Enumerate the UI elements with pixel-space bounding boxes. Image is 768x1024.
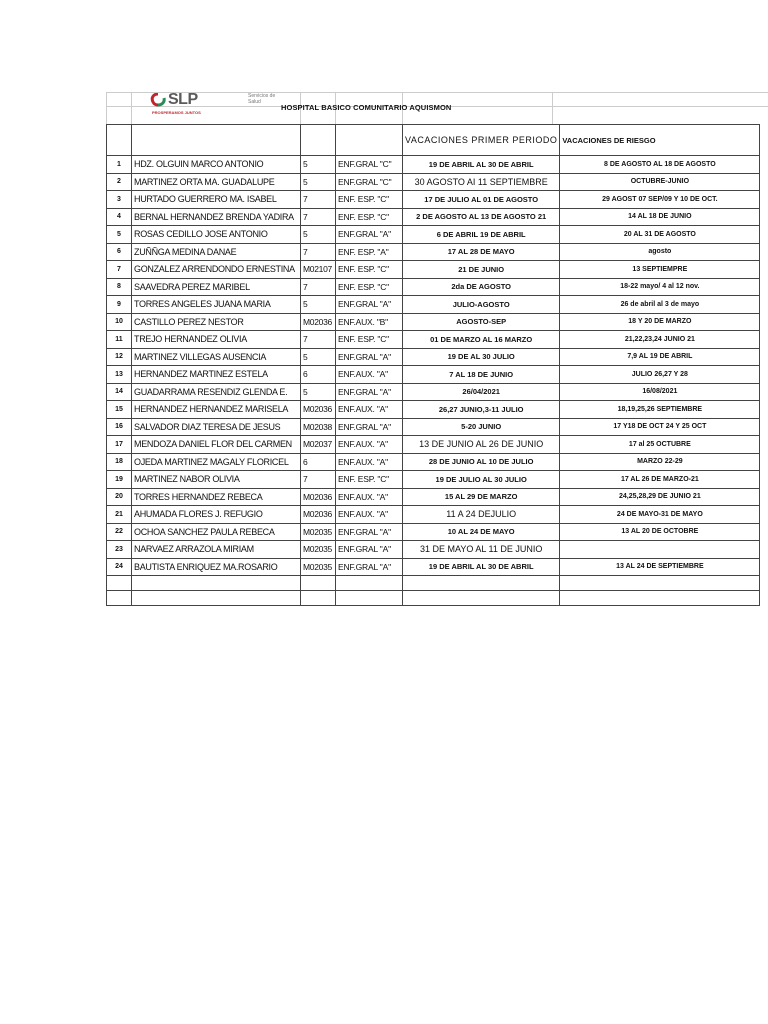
vacation-risk: 16/08/2021	[560, 383, 760, 401]
employee-code: M02035	[301, 541, 336, 559]
vacation-risk: 18 Y 20 DE MARZO	[560, 313, 760, 331]
empty-cell	[132, 591, 301, 606]
employee-category: ENF. ESP. "C"	[336, 208, 403, 226]
table-row	[107, 261, 760, 279]
employee-category: ENF. ESP. "C"	[336, 278, 403, 296]
table-row	[107, 278, 760, 296]
employee-category: ENF.GRAL "A"	[336, 226, 403, 244]
employee-code: M02036	[301, 313, 336, 331]
empty-cell	[336, 591, 403, 606]
employee-name: BAUTISTA ENRIQUEZ MA.ROSARIO	[132, 558, 301, 576]
employee-name: TORRES ANGELES JUANA MARIA	[132, 296, 301, 314]
vacation-risk: 17 AL 26 DE MARZO-21	[560, 471, 760, 489]
employee-category: ENF. ESP. "C"	[336, 471, 403, 489]
row-number: 19	[107, 471, 132, 489]
vacation-first-period: JULIO-AGOSTO	[403, 296, 560, 314]
employee-category: ENF. ESP. "C"	[336, 331, 403, 349]
row-number: 7	[107, 261, 132, 279]
row-number: 3	[107, 191, 132, 209]
employee-code: 7	[301, 243, 336, 261]
empty-cell	[336, 576, 403, 591]
employee-code: M02036	[301, 488, 336, 506]
header-cell-blank	[336, 125, 403, 156]
vacation-table	[106, 124, 760, 606]
vacation-risk: agosto	[560, 243, 760, 261]
vacation-first-period: 13 DE JUNIO AL 26 DE JUNIO	[403, 436, 560, 454]
empty-cell	[132, 576, 301, 591]
vacation-risk: 13 AL 20 DE OCTOBRE	[560, 523, 760, 541]
table-row	[107, 313, 760, 331]
employee-category: ENF.AUX. "A"	[336, 488, 403, 506]
vacation-risk: 17 Y18 DE OCT 24 Y 25 OCT	[560, 418, 760, 436]
employee-category: ENF.GRAL "A"	[336, 541, 403, 559]
employee-category: ENF.GRAL "A"	[336, 418, 403, 436]
employee-code: 7	[301, 191, 336, 209]
row-number: 4	[107, 208, 132, 226]
table-row	[107, 156, 760, 174]
employee-code: 5	[301, 383, 336, 401]
employee-code: M02035	[301, 523, 336, 541]
employee-category: ENF. ESP. "C"	[336, 191, 403, 209]
employee-name: NARVAEZ ARRAZOLA MIRIAM	[132, 541, 301, 559]
empty-cell	[403, 576, 560, 591]
table-row	[107, 506, 760, 524]
employee-code: 6	[301, 453, 336, 471]
employee-code: 5	[301, 226, 336, 244]
empty-cell	[107, 591, 132, 606]
employee-name: OJEDA MARTINEZ MAGALY FLORICEL	[132, 453, 301, 471]
employee-name: ZUÑÑGA MEDINA DANAE	[132, 243, 301, 261]
employee-name: MARTINEZ ORTA MA. GUADALUPE	[132, 173, 301, 191]
employee-name: TORRES HERNANDEZ REBECA	[132, 488, 301, 506]
vacation-first-period: 21 DE JUNIO	[403, 261, 560, 279]
table-row	[107, 191, 760, 209]
vacation-first-period: 2da DE AGOSTO	[403, 278, 560, 296]
employee-code: M02036	[301, 401, 336, 419]
table-row	[107, 226, 760, 244]
empty-cell	[560, 576, 760, 591]
vacation-risk: 14 AL 18 DE JUNIO	[560, 208, 760, 226]
employee-name: HERNANDEZ HERNANDEZ MARISELA	[132, 401, 301, 419]
row-number: 23	[107, 541, 132, 559]
vacation-risk: 7,9 AL 19 DE ABRIL	[560, 348, 760, 366]
logo-mark-icon	[150, 93, 166, 109]
employee-code: 7	[301, 208, 336, 226]
header-vacaciones-primer-periodo: VACACIONES PRIMER PERIODO	[403, 125, 560, 156]
row-number: 13	[107, 366, 132, 384]
vacation-risk: 26 de abril al 3 de mayo	[560, 296, 760, 314]
row-number: 24	[107, 558, 132, 576]
table-row	[107, 541, 760, 559]
vacation-first-period: 10 AL 24 DE MAYO	[403, 523, 560, 541]
vacation-risk: 29 AGOST 07 SEP/09 Y 10 DE OCT.	[560, 191, 760, 209]
employee-code: 5	[301, 173, 336, 191]
empty-cell	[301, 591, 336, 606]
row-number: 6	[107, 243, 132, 261]
table-row	[107, 348, 760, 366]
employee-name: HDZ. OLGUIN MARCO ANTONIO	[132, 156, 301, 174]
row-number: 22	[107, 523, 132, 541]
vacation-first-period: AGOSTO-SEP	[403, 313, 560, 331]
employee-name: HURTADO GUERRERO MA. ISABEL	[132, 191, 301, 209]
employee-name: ROSAS CEDILLO JOSE ANTONIO	[132, 226, 301, 244]
employee-code: M02038	[301, 418, 336, 436]
vacation-first-period: 19 DE AL 30 JULIO	[403, 348, 560, 366]
row-number: 5	[107, 226, 132, 244]
employee-code: 7	[301, 471, 336, 489]
vacation-first-period: 26/04/2021	[403, 383, 560, 401]
spreadsheet	[106, 92, 768, 616]
empty-cell	[403, 591, 560, 606]
table-row	[107, 523, 760, 541]
vacation-first-period: 15 AL 29 DE MARZO	[403, 488, 560, 506]
table-row	[107, 243, 760, 261]
table-header-row	[107, 125, 760, 156]
table-row	[107, 453, 760, 471]
vacation-risk: OCTUBRE-JUNIO	[560, 173, 760, 191]
vacation-first-period: 26,27 JUNIO,3-11 JULIO	[403, 401, 560, 419]
row-number: 9	[107, 296, 132, 314]
table-row	[107, 331, 760, 349]
employee-name: OCHOA SANCHEZ PAULA REBECA	[132, 523, 301, 541]
vacation-risk: 18,19,25,26 SEPTIEMBRE	[560, 401, 760, 419]
vacation-first-period: 01 DE MARZO AL 16 MARZO	[403, 331, 560, 349]
vacation-risk: 13 AL 24 DE SEPTIEMBRE	[560, 558, 760, 576]
vacation-first-period: 19 DE JULIO AL 30 JULIO	[403, 471, 560, 489]
employee-category: ENF.GRAL "A"	[336, 523, 403, 541]
employee-name: HERNANDEZ MARTINEZ ESTELA	[132, 366, 301, 384]
vacation-first-period: 2 DE AGOSTO AL 13 DE AGOSTO 21	[403, 208, 560, 226]
table-row	[107, 471, 760, 489]
row-number: 12	[107, 348, 132, 366]
table-row	[107, 296, 760, 314]
logo-tagline: PROSPERAMOS JUNTOS	[152, 110, 201, 115]
employee-category: ENF.GRAL "A"	[336, 348, 403, 366]
employee-category: ENF.AUX. "A"	[336, 453, 403, 471]
employee-code: 7	[301, 278, 336, 296]
empty-cell	[560, 591, 760, 606]
sheet-header	[106, 92, 768, 122]
employee-category: ENF.GRAL "A"	[336, 383, 403, 401]
vacation-risk: 24,25,28,29 DE JUNIO 21	[560, 488, 760, 506]
table-row	[107, 383, 760, 401]
vacation-first-period: 19 DE ABRIL AL 30 DE ABRIL	[403, 558, 560, 576]
header-cell-blank	[301, 125, 336, 156]
employee-category: ENF.GRAL "A"	[336, 558, 403, 576]
row-number: 15	[107, 401, 132, 419]
employee-name: AHUMADA FLORES J. REFUGIO	[132, 506, 301, 524]
logo-text: SLP	[168, 91, 198, 108]
employee-category: ENF.AUX. "B"	[336, 313, 403, 331]
employee-category: ENF.GRAL "C"	[336, 173, 403, 191]
vacation-first-period: 5-20 JUNIO	[403, 418, 560, 436]
employee-name: SAAVEDRA PEREZ MARIBEL	[132, 278, 301, 296]
employee-name: MARTINEZ NABOR OLIVIA	[132, 471, 301, 489]
row-number: 11	[107, 331, 132, 349]
employee-code: M02107	[301, 261, 336, 279]
logo-subtitle: Servicios de Salud	[248, 93, 276, 105]
employee-category: ENF.AUX. "A"	[336, 506, 403, 524]
vacation-risk	[560, 541, 760, 559]
empty-row	[107, 576, 760, 591]
employee-code: 6	[301, 366, 336, 384]
employee-name: GONZALEZ ARRENDONDO ERNESTINA	[132, 261, 301, 279]
employee-code: 7	[301, 331, 336, 349]
vacation-risk: 20 AL 31 DE AGOSTO	[560, 226, 760, 244]
vacation-risk: JULIO 26,27 Y 28	[560, 366, 760, 384]
employee-name: SALVADOR DIAZ TERESA DE JESUS	[132, 418, 301, 436]
vacation-first-period: 7 AL 18 DE JUNIO	[403, 366, 560, 384]
employee-name: CASTILLO PEREZ NESTOR	[132, 313, 301, 331]
vacation-first-period: 30 AGOSTO AI 11 SEPTIEMBRE	[403, 173, 560, 191]
row-number: 21	[107, 506, 132, 524]
table-row	[107, 401, 760, 419]
vacation-first-period: 31 DE MAYO AL 11 DE JUNIO	[403, 541, 560, 559]
employee-category: ENF.AUX. "A"	[336, 401, 403, 419]
employee-code: M02035	[301, 558, 336, 576]
row-number: 17	[107, 436, 132, 454]
row-number: 20	[107, 488, 132, 506]
employee-code: 5	[301, 296, 336, 314]
header-vacaciones-de-riesgo: VACACIONES DE RIESGO	[560, 125, 760, 156]
header-cell-blank	[107, 125, 132, 156]
vacation-first-period: 6 DE ABRIL 19 DE ABRIL	[403, 226, 560, 244]
employee-name: MARTINEZ VILLEGAS AUSENCIA	[132, 348, 301, 366]
row-number: 18	[107, 453, 132, 471]
table-row	[107, 208, 760, 226]
row-number: 8	[107, 278, 132, 296]
employee-code: 5	[301, 156, 336, 174]
table-row	[107, 173, 760, 191]
row-number: 1	[107, 156, 132, 174]
table-row	[107, 418, 760, 436]
employee-code: M02037	[301, 436, 336, 454]
table-row	[107, 558, 760, 576]
employee-name: BERNAL HERNANDEZ BRENDA YADIRA	[132, 208, 301, 226]
row-number: 14	[107, 383, 132, 401]
employee-category: ENF.GRAL "C"	[336, 156, 403, 174]
vacation-risk: 17 al 25 OCTUBRE	[560, 436, 760, 454]
slp-logo	[150, 91, 276, 118]
vacation-risk: 13 SEPTIEMPRE	[560, 261, 760, 279]
row-number: 16	[107, 418, 132, 436]
vacation-risk: 8 DE AGOSTO AL 18 DE AGOSTO	[560, 156, 760, 174]
row-number: 10	[107, 313, 132, 331]
empty-cell	[107, 576, 132, 591]
employee-category: ENF.AUX. "A"	[336, 366, 403, 384]
vacation-risk: 18-22 mayo/ 4 al 12 nov.	[560, 278, 760, 296]
header-cell-blank	[132, 125, 301, 156]
employee-code: M02036	[301, 506, 336, 524]
employee-name: TREJO HERNANDEZ OLIVIA	[132, 331, 301, 349]
vacation-first-period: 19 DE ABRIL AL 30 DE ABRIL	[403, 156, 560, 174]
employee-category: ENF.AUX. "A"	[336, 436, 403, 454]
employee-name: MENDOZA DANIEL FLOR DEL CARMEN	[132, 436, 301, 454]
empty-cell	[301, 576, 336, 591]
table-row	[107, 488, 760, 506]
empty-row	[107, 591, 760, 606]
employee-category: ENF. ESP. "A"	[336, 243, 403, 261]
vacation-first-period: 17 DE JULIO AL 01 DE AGOSTO	[403, 191, 560, 209]
employee-name: GUADARRAMA RESENDIZ GLENDA E.	[132, 383, 301, 401]
employee-code: 5	[301, 348, 336, 366]
vacation-risk: 21,22,23,24 JUNIO 21	[560, 331, 760, 349]
row-number: 2	[107, 173, 132, 191]
vacation-first-period: 11 A 24 DEJULIO	[403, 506, 560, 524]
employee-category: ENF.GRAL "A"	[336, 296, 403, 314]
vacation-risk: MARZO 22-29	[560, 453, 760, 471]
page-title: HOSPITAL BASICO COMUNITARIO AQUISMON	[281, 103, 452, 112]
table-row	[107, 436, 760, 454]
vacation-first-period: 17 AL 28 DE MAYO	[403, 243, 560, 261]
vacation-first-period: 28 DE JUNIO AL 10 DE JULIO	[403, 453, 560, 471]
table-row	[107, 366, 760, 384]
employee-category: ENF. ESP. "C"	[336, 261, 403, 279]
vacation-risk: 24 DE MAYO-31 DE MAYO	[560, 506, 760, 524]
